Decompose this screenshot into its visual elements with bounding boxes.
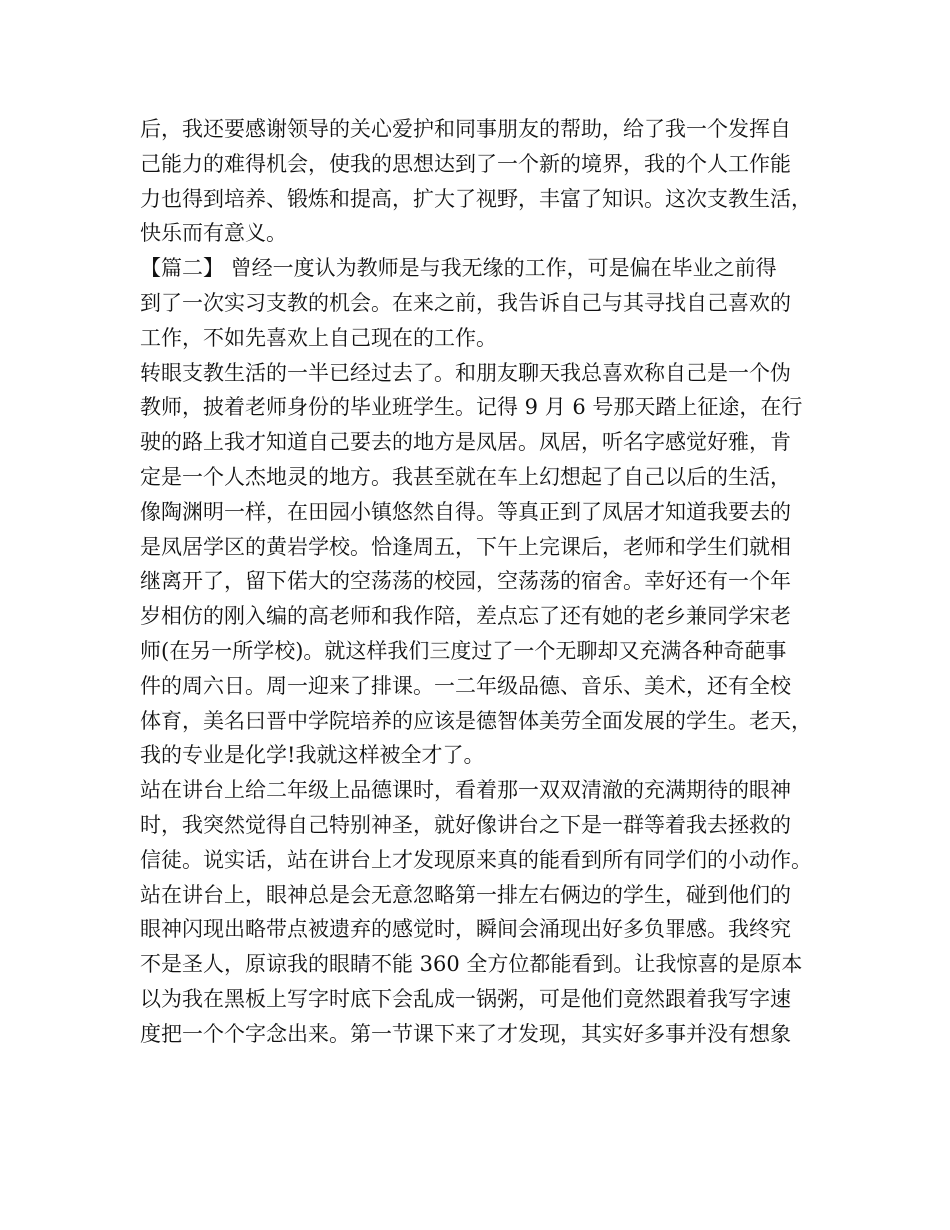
text-line: 师(在另一所学校)。就这样我们三度过了一个无聊却又充满各种奇葩事 — [140, 638, 787, 663]
text-line: 定是一个人杰地灵的地方。我甚至就在车上幻想起了自己以后的生活， — [140, 464, 791, 489]
text-line: 像陶渊明一样，在田园小镇悠然自得。等真正到了凤居才知道我要去的 — [140, 499, 791, 524]
text-line: 眼神闪现出略带点被遗弃的感觉时，瞬间会涌现出好多负罪感。我终究 — [140, 917, 791, 942]
text-line: 站在讲台上给二年级上品德课时，看着那一双双清澈的充满期待的眼神 — [140, 778, 791, 803]
text-line: 力也得到培养、锻炼和提高，扩大了视野，丰富了知识。这次支教生活， — [140, 186, 812, 211]
text-line: 驶的路上我才知道自己要去的地方是凤居。凤居，听名字感觉好雅，肯 — [140, 430, 791, 455]
text-line: 不是圣人，原谅我的眼睛不能 360 全方位都能看到。让我惊喜的是原本 — [140, 952, 803, 977]
text-line: 站在讲台上，眼神总是会无意忽略第一排左右俩边的学生，碰到他们的 — [140, 882, 791, 907]
text-line: 件的周六日。周一迎来了排课。一二年级品德、音乐、美术，还有全校 — [140, 673, 791, 698]
text-line: 信徒。说实话，站在讲台上才发现原来真的能看到所有同学们的小动作。 — [140, 847, 812, 872]
text-line: 己能力的难得机会，使我的思想达到了一个新的境界，我的个人工作能 — [140, 151, 791, 176]
text-line: 继离开了，留下偌大的空荡荡的校园，空荡荡的宿舍。幸好还有一个年 — [140, 569, 791, 594]
text-line: 时，我突然觉得自己特别神圣，就好像讲台之下是一群等着我去拯救的 — [140, 812, 791, 837]
text-line: 快乐而有意义。 — [140, 221, 287, 246]
text-line: 度把一个个字念出来。第一节课下来了才发现，其实好多事并没有想象 — [140, 1021, 791, 1046]
text-line: 后，我还要感谢领导的关心爱护和同事朋友的帮助，给了我一个发挥自 — [140, 117, 791, 141]
text-line: 是凤居学区的黄岩学校。恰逢周五，下午上完课后，老师和学生们就相 — [140, 534, 791, 559]
text-line: 以为我在黑板上写字时底下会乱成一锅粥，可是他们竟然跟着我写字速 — [140, 986, 791, 1011]
body-text — [140, 112, 820, 1052]
text-line: 到了一次实习支教的机会。在来之前，我告诉自己与其寻找自己喜欢的 — [140, 290, 791, 315]
section-heading-line: 【篇二】 曾经一度认为教师是与我无缘的工作，可是偏在毕业之前得 — [140, 256, 777, 281]
text-line: 我的专业是化学!我就这样被全才了。 — [140, 743, 485, 768]
text-line: 工作，不如先喜欢上自己现在的工作。 — [140, 325, 497, 350]
text-line: 岁相仿的刚入编的高老师和我作陪，差点忘了还有她的老乡兼同学宋老 — [140, 604, 791, 629]
text-line: 转眼支教生活的一半已经过去了。和朋友聊天我总喜欢称自己是一个伪 — [140, 360, 791, 385]
text-line: 教师，披着老师身份的毕业班学生。记得 9 月 6 号那天踏上征途，在行 — [140, 395, 803, 420]
text-line: 体育，美名曰晋中学院培养的应该是德智体美劳全面发展的学生。老天， — [140, 708, 812, 733]
